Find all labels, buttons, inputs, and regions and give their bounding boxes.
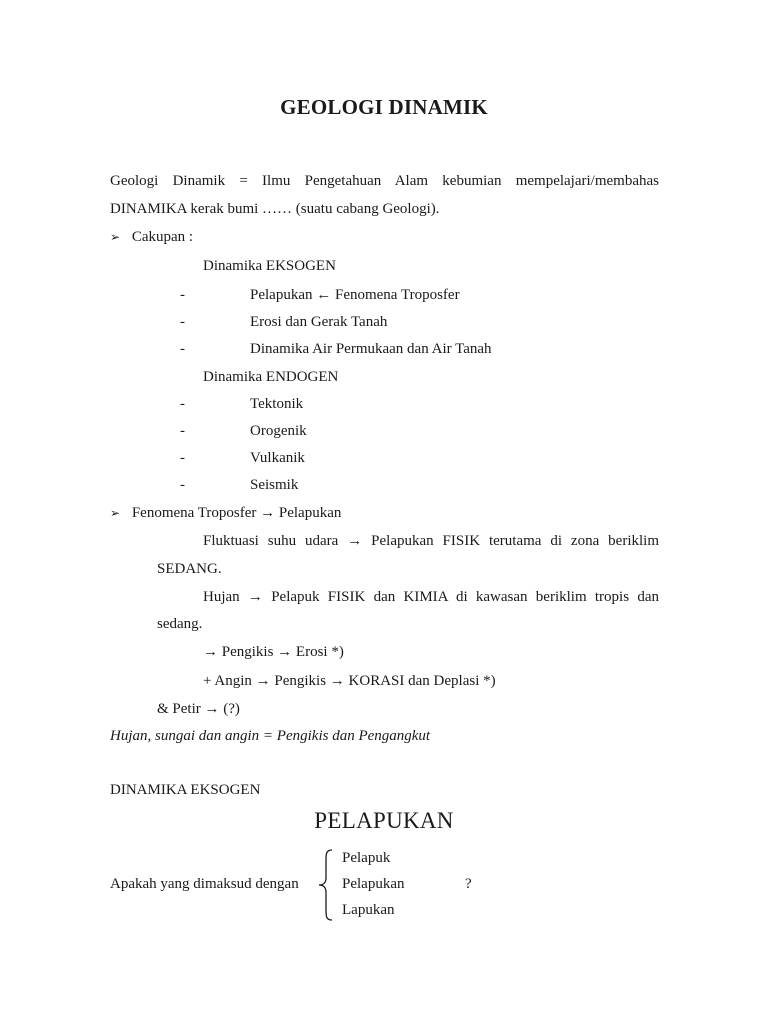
- list-dash: -: [180, 423, 185, 439]
- list-dash: -: [180, 450, 185, 466]
- list-dash: -: [180, 341, 185, 357]
- cakupan-bullet: [110, 229, 193, 246]
- list-dash: -: [180, 287, 185, 303]
- summary-line: Hujan, sungai dan angin = Pengikis dan Pengangkut: [110, 728, 431, 744]
- petir-line: & Petir → (?): [157, 701, 240, 717]
- list-dash: -: [180, 477, 185, 493]
- fluktuasi-line-1: Fluktuasi suhu udara → Pelapukan FISIK terutama di zona beriklim: [203, 533, 659, 549]
- endogen-item: Vulkanik: [250, 450, 305, 466]
- cakupan-label: Cakupan :: [131, 229, 194, 245]
- endogen-heading: Dinamika ENDOGEN: [203, 369, 339, 385]
- endogen-item: Seismik: [250, 477, 299, 493]
- question-prefix: Apakah yang dimaksud dengan: [110, 876, 299, 892]
- question-mark: ?: [465, 876, 472, 892]
- curly-brace-icon: [316, 848, 336, 922]
- eksogen-heading: Dinamika EKSOGEN: [203, 258, 336, 274]
- option-item: Lapukan: [342, 902, 395, 918]
- pengikis-line: → Pengikis → Erosi *): [203, 644, 344, 660]
- page-title: GEOLOGI DINAMIK: [280, 95, 488, 119]
- list-dash: -: [180, 396, 185, 412]
- list-dash: -: [180, 314, 185, 330]
- intro-line-2: DINAMIKA kerak bumi …… (suatu cabang Geologi).: [110, 201, 440, 217]
- fluktuasi-line-2: SEDANG.: [157, 561, 222, 577]
- option-item: Pelapuk: [342, 850, 391, 866]
- bullet-arrow-icon: ➢: [110, 230, 121, 244]
- hujan-line-1: Hujan → Pelapuk FISIK dan KIMIA di kawasan beriklim tropis dan: [203, 589, 659, 605]
- endogen-item: Tektonik: [250, 396, 304, 412]
- fenomena-bullet: [110, 505, 341, 522]
- section-label: DINAMIKA EKSOGEN: [110, 782, 261, 798]
- hujan-line-2: sedang.: [157, 616, 203, 632]
- fenomena-label: Fenomena Troposfer → Pelapukan: [131, 505, 342, 521]
- section-title: PELAPUKAN: [314, 808, 454, 833]
- eksogen-item: Dinamika Air Permukaan dan Air Tanah: [250, 341, 492, 357]
- option-item: Pelapukan: [342, 876, 405, 892]
- eksogen-item: Erosi dan Gerak Tanah: [250, 314, 388, 330]
- angin-line: + Angin → Pengikis → KORASI dan Deplasi *): [203, 673, 496, 689]
- bullet-arrow-icon: ➢: [110, 506, 121, 520]
- eksogen-item: Pelapukan ← Fenomena Troposfer: [250, 287, 460, 303]
- endogen-item: Orogenik: [250, 423, 307, 439]
- intro-line-1: Geologi Dinamik = Ilmu Pengetahuan Alam kebumian mempelajari/membahas: [110, 173, 659, 189]
